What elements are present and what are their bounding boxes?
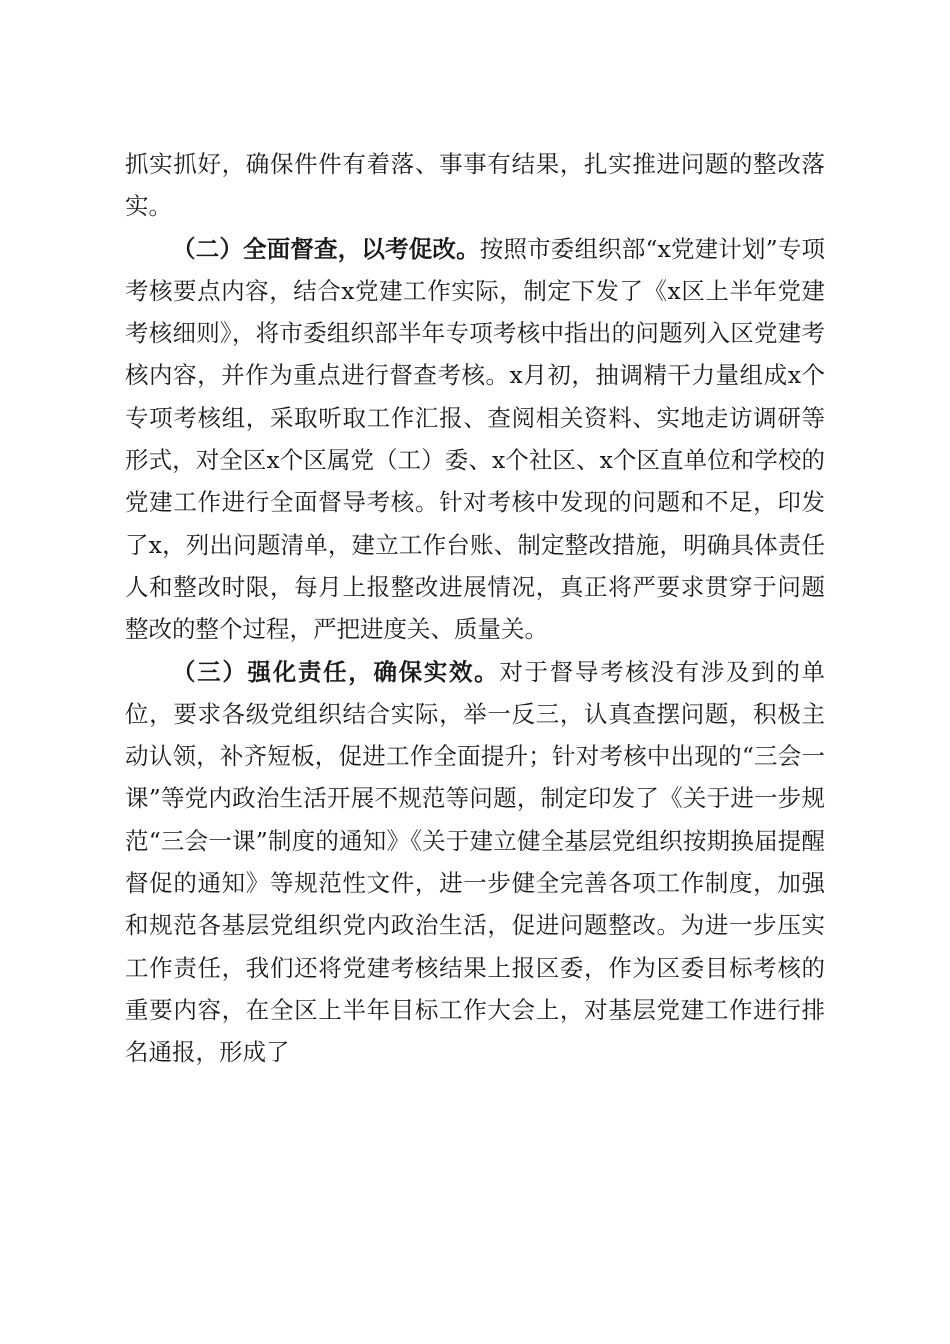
paragraph-text: 抓实抓好，确保件件有着落、事事有结果，扎实推进问题的整改落实。 <box>125 150 825 221</box>
section-heading: （三）强化责任，确保实效。 <box>172 657 500 686</box>
paragraph-continuation <box>125 143 825 228</box>
paragraph-text: 按照市委组织部“x党建计划”专项考核要点内容，结合x党建工作实际，制定下发了《x区上半年党建考核细则》，将市委组织部半年专项考核中指出的问题列入区党建考核内容，并作为重点进行督查考核。x月初，抽调精干力量组成x个专项考核组，采取听取工作汇报、查阅相关资料、实地走访调研等形式，对全区x个区属党（工）委、x个社区、x个区直单位和学校的党建工作进行全面督导考核。针对考核中发现的问题和不足，印发了x，列出问题清单，建立工作台账、制定整改措施，明确具体责任人和整改时限，每月上报整改进展情况，真正将严要求贯穿于问题整改的整个过程，严把进度关、质量关。 <box>125 234 826 644</box>
paragraph-text: 对于督导考核没有涉及到的单位，要求各级党组织结合实际，举一反三，认真查摆问题，积极主动认领，补齐短板，促进工作全面提升；针对考核中出现的“三会一课”等党内政治生活开展不规范等问题，制定印发了《关于进一步规范“三会一课”制度的通知》《关于建立健全基层党组织按期换届提醒督促的通知》等规范性文件，进一步健全完善各项工作制度，加强和规范各基层党组织党内政治生活，促进问题整改。为进一步压实工作责任，我们还将党建考核结果上报区委，作为区委目标考核的重要内容，在全区上半年目标工作大会上，对基层党建工作进行排名通报，形成了 <box>125 657 826 1067</box>
document-body <box>125 143 825 1074</box>
paragraph-section-3 <box>125 651 825 1074</box>
section-heading: （二）全面督查，以考促改。 <box>172 234 480 263</box>
paragraph-section-2 <box>125 228 825 651</box>
